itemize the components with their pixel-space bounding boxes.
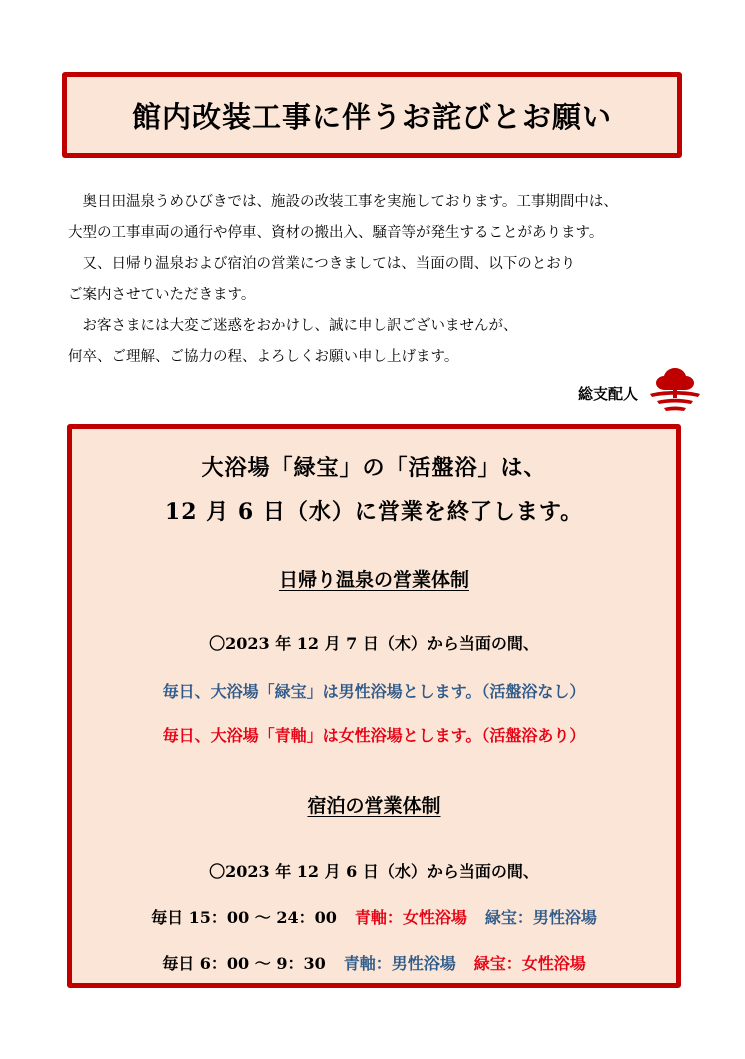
signer: 総支配人 — [578, 385, 639, 403]
closing-date-headline: 12 月 6 日（水）に営業を終了します。 — [164, 499, 584, 525]
stay-section-heading: 宿泊の営業体制 — [307, 795, 441, 817]
schedule-time: 毎日 6：00 ～ 9：30 — [162, 954, 326, 973]
intro-line: 何卒、ご理解、ご協力の程、よろしくお願い申し上げます。 — [68, 349, 459, 365]
intro-line: お客さまには大変ご迷惑をおかけし、誠に申し訳ございませんが、 — [68, 318, 518, 334]
day-men-bath: 毎日、大浴場「緑宝」は男性浴場とします。（活盤浴なし） — [162, 682, 586, 701]
closing-headline: 大浴場「緑宝」の「活盤浴」は、 — [201, 455, 547, 481]
schedule-row — [72, 951, 676, 974]
notice-panel — [67, 424, 681, 988]
day-section-heading: 日帰り温泉の営業体制 — [278, 569, 469, 591]
schedule-time: 毎日 15：00 ～ 24：00 — [151, 908, 337, 927]
page-title: 館内改装工事に伴うお詫びとお願い — [131, 99, 612, 134]
intro-line: ご案内させていただきます。 — [68, 287, 256, 303]
schedule-bath-assignment: 青軸：男性浴場 — [343, 954, 456, 973]
schedule-bath-assignment: 緑宝：男性浴場 — [484, 908, 597, 927]
schedule-row — [72, 905, 676, 928]
schedule-bath-assignment: 緑宝：女性浴場 — [473, 954, 586, 973]
intro-line: 又、日帰り温泉および宿泊の営業につきましては、当面の間、以下のとおり — [68, 256, 576, 272]
intro-line: 奥日田温泉うめひびきでは、施設の改装工事を実施しております。工事期間中は、 — [68, 194, 618, 210]
intro-line: 大型の工事車両の通行や停車、資材の搬出入、騒音等が発生することがあります。 — [68, 225, 604, 241]
stay-section-date: 〇2023 年 12 月 6 日（水）から当面の間、 — [209, 862, 539, 881]
ume-logo-icon — [648, 364, 702, 418]
day-women-bath: 毎日、大浴場「青軸」は女性浴場とします。（活盤浴あり） — [162, 726, 586, 745]
intro-text — [68, 192, 688, 378]
title-banner — [62, 72, 682, 158]
day-section-date: 〇2023 年 12 月 7 日（木）から当面の間、 — [209, 634, 539, 653]
schedule-bath-assignment: 青軸：女性浴場 — [354, 908, 467, 927]
